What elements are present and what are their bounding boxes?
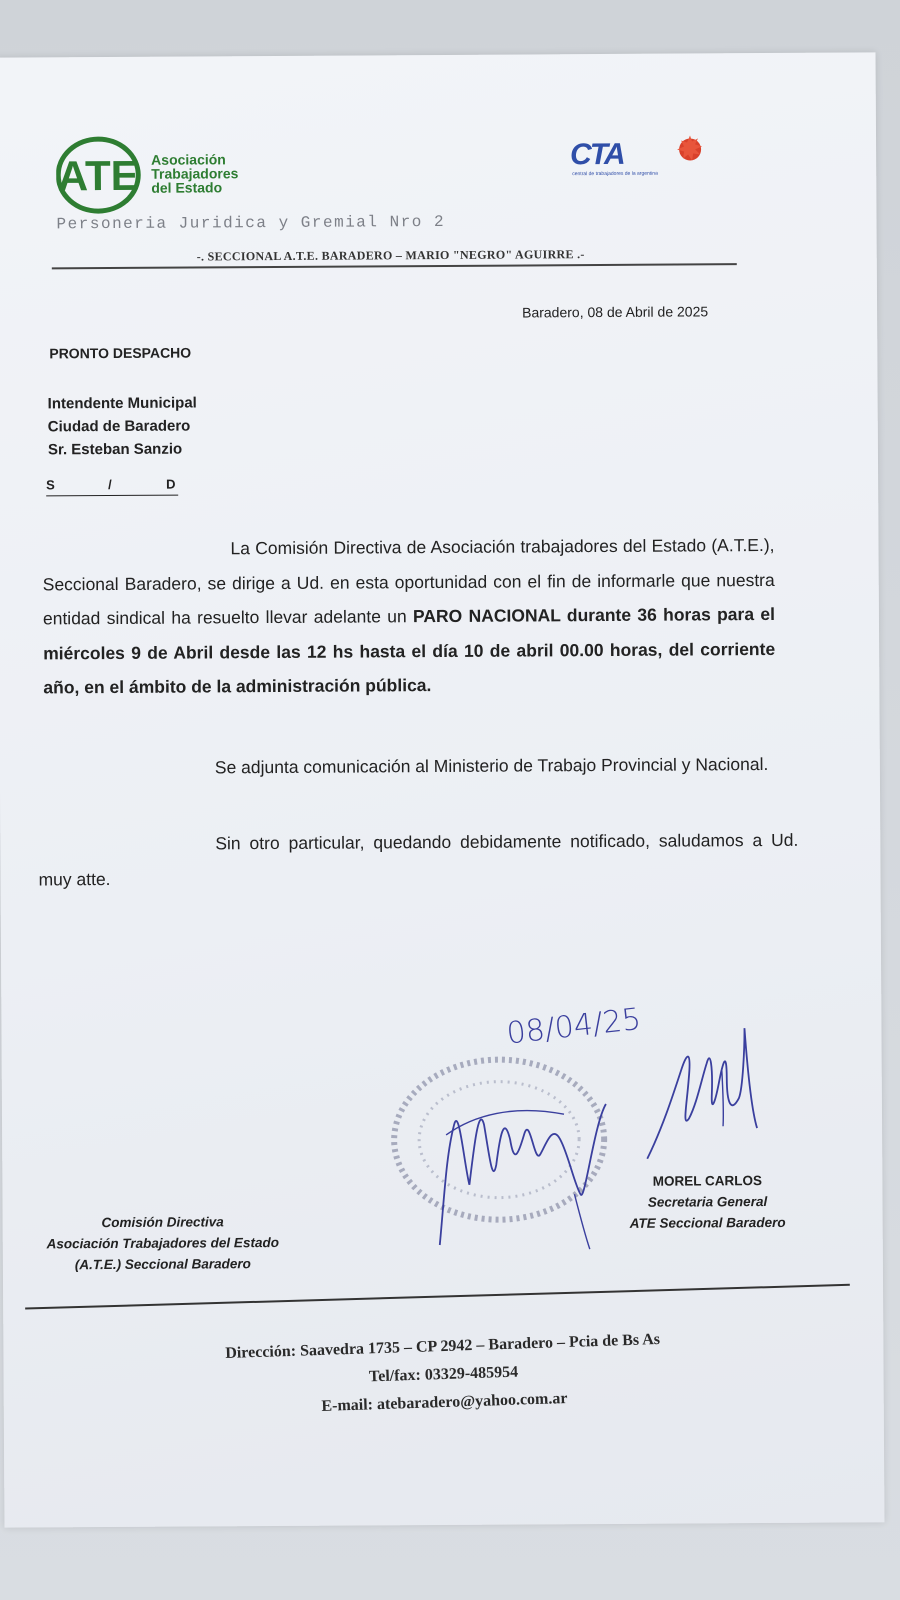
- recipient-line: Sr. Esteban Sanzio: [47, 440, 183, 459]
- ate-logo: [56, 135, 156, 216]
- footer-address: Dirección: Saavedra 1735 – CP 2942 – Baradero – Pcia de Bs As: [225, 1330, 661, 1363]
- body-paragraph-1: La Comisión Directiva de Asociación trabajadores del Estado (A.T.E.), Seccional Baradero, se dirige a Ud. en esta oportunidad con el fin de informarle que nuestra entidad sindical ha resuelto llevar adelante un PARO NACIONAL durante 36 horas para el miércoles 9 de Abril desde las 12 hs hasta el día 10 de abril 00.00 horas, del corriente año, en el ámbito de la administración pública.: [42, 534, 776, 698]
- footer-contact: [182, 1325, 704, 1426]
- body-paragraph-3: Sin otro particular, quedando debidamente notificado, saludamos a Ud. muy atte.: [38, 829, 799, 890]
- signer-title: Secretaria General: [647, 1194, 768, 1210]
- svg-text:CTA: CTA: [570, 137, 624, 172]
- recipient-line: Intendente Municipal: [47, 394, 197, 413]
- cta-logo: [568, 133, 713, 178]
- letter-paper: [0, 52, 884, 1527]
- secretary-signature: [626, 1008, 777, 1169]
- signer-name: MOREL CARLOS: [652, 1173, 763, 1189]
- union-signature-block: Comisión Directiva Asociación Trabajadores del Estado (A.T.E.) Seccional Baradero: [46, 1214, 279, 1273]
- footer-divider: [25, 1284, 850, 1310]
- body-paragraph-2: Se adjunta comunicación al Ministerio de Trabajo Provincial y Nacional.: [214, 753, 769, 778]
- secretary-signature-block: [622, 1170, 792, 1234]
- recipient-block: [48, 391, 198, 461]
- seccional-line: -. SECCIONAL A.T.E. BARADERO – MARIO "NEGRO" AGUIRRE .-: [196, 247, 585, 264]
- ate-organization-name: Asociación Trabajadores del Estado: [151, 151, 239, 196]
- header-divider: [52, 263, 737, 269]
- svg-text:ATE: ATE: [57, 151, 139, 200]
- date-line: Baradero, 08 de Abril de 2025: [522, 303, 709, 321]
- urgency-label: PRONTO DESPACHO: [49, 344, 192, 362]
- footer-email: E-mail: atebaradero@yahoo.com.ar: [321, 1390, 568, 1415]
- sd-line: S / D: [46, 477, 178, 497]
- footer-phone: Tel/fax: 03329-485954: [368, 1363, 519, 1386]
- recipient-line: Ciudad de Baradero: [47, 417, 191, 436]
- personeria-line: Personeria Juridica y Gremial Nro 2: [56, 212, 446, 234]
- signer-section: ATE Seccional Baradero: [629, 1214, 786, 1231]
- handwritten-date: 08/04/25: [504, 1001, 643, 1052]
- seal-stamp-with-signature: [384, 1044, 635, 1256]
- svg-text:central de trabajadores de la: central de trabajadores de la argentina: [572, 170, 658, 178]
